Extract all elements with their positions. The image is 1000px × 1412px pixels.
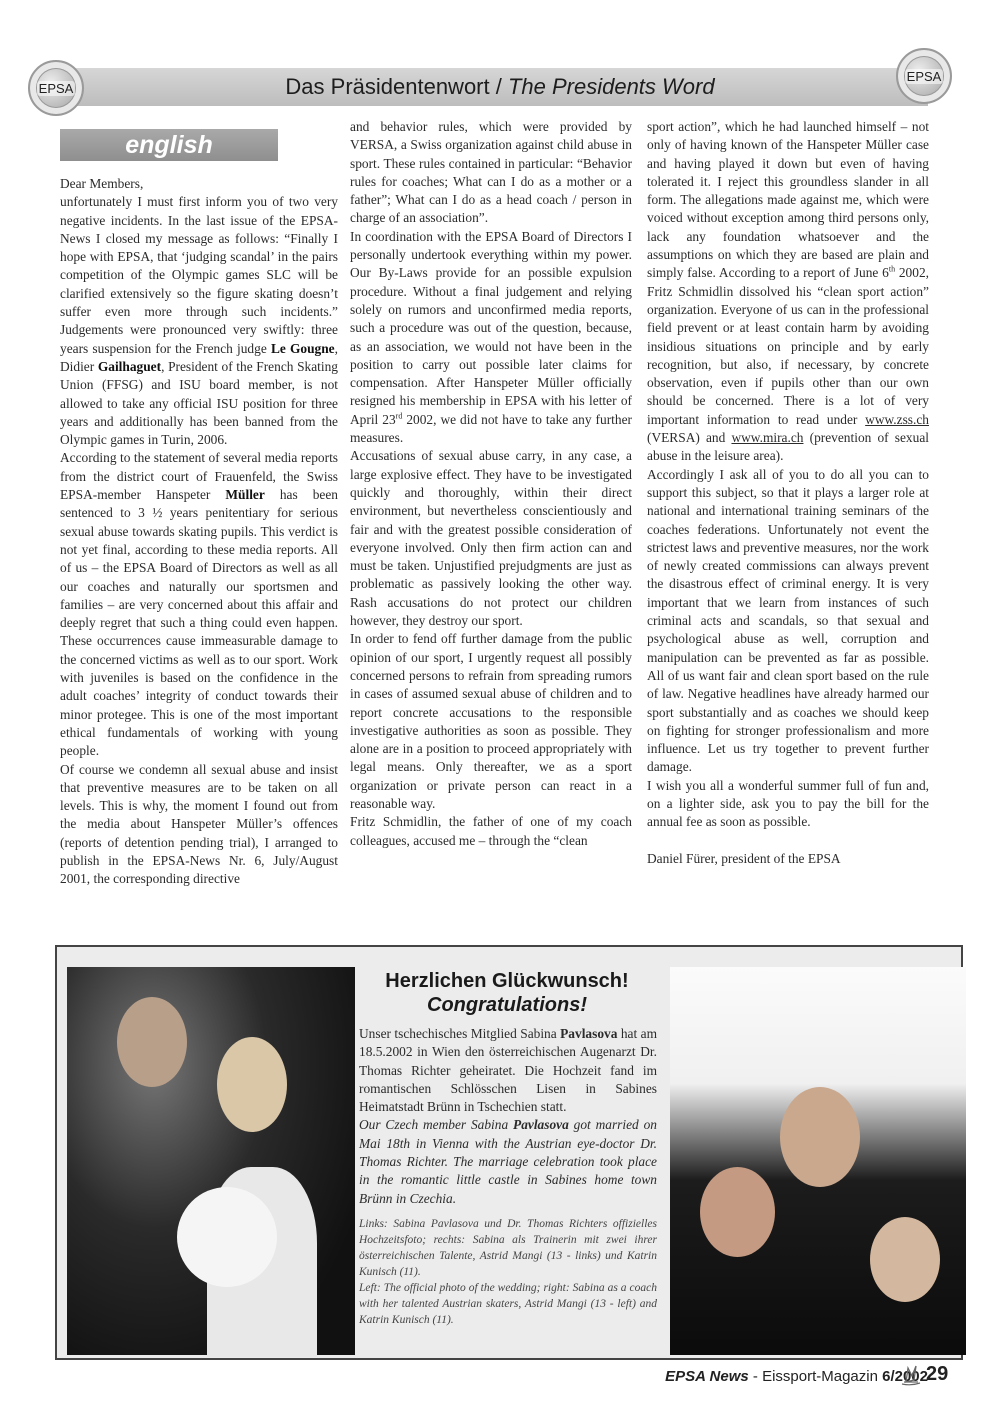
caption-german: Links: Sabina Pavlasova und Dr. Thomas Richters offizielles Hochzeitsfoto; rechts: Sabina als Trainerin mit zwei ihrer österreichischen Talente, Astrid Mangi (13 - links) und Katrin Kunisch (11).	[359, 1217, 657, 1278]
english-paragraph: Our Czech member Sabina Pavlasova got married on Mai 18th in Vienna with the Austrian eye-doctor Dr. Thomas Richter. The marriage celebration took place in the romantic little castle in Sabines home town Brünn in Czechia.	[359, 1117, 657, 1206]
paragraph: In coordination with the EPSA Board of Directors I personally undertook everything within my power. Our By-Laws provide for an possible expulsion procedure. Without a final judgement and relying solely on rumors and unconfirmed media reports, such a procedure was out of the question, because, as an association, we would not have been in the position to carry out possible later claims for compensation. After Hanspeter Müller officially resigned his membership in EPSA with his letter of April 23rd 2002, we did not have to take any further measures.	[350, 228, 632, 446]
link-zss[interactable]: www.zss.ch	[865, 411, 929, 427]
logo-text: EPSA	[38, 80, 74, 96]
coach-face-shape	[780, 1087, 860, 1187]
bride-face-shape	[217, 1037, 287, 1132]
groom-face-shape	[117, 997, 187, 1087]
superscript: rd	[395, 411, 403, 421]
language-banner: english	[60, 129, 278, 161]
signature: Daniel Fürer, president of the EPSA	[647, 850, 841, 866]
girl-left-face-shape	[700, 1167, 775, 1257]
coach-with-skaters-photo	[670, 967, 966, 1355]
footer-brand: EPSA News	[665, 1368, 749, 1385]
title-english: The Presidents Word	[507, 74, 715, 99]
paragraph: Fritz Schmidlin, the father of one of my coach colleagues, accused me – through the “clean	[350, 814, 632, 848]
paragraph: Accordingly I ask all of you to do all you can to support this subject, so that it plays a larger role at national and international training seminars of the coaches federations. Unfortunately not event the strictest laws and preventive measures, nor the work of newly created commissions can always prevent the disastrous effect of criminal energy. It is very important that we learn from instances of such criminal acts and scandals, so that sexual and psychological abuse as well, corruption and manipulation can be prevented as far as possible. All of us want fair and clean sport based on the rule of law. Negative headlines have already harmed our sport substantially and as coaches we should keep on fighting for stronger professionalism and more influence. Let us try together to prevent further damage.	[647, 466, 929, 775]
article-column-3	[647, 118, 929, 868]
girl-right-face-shape	[870, 1217, 940, 1302]
german-paragraph: Unser tschechisches Mitglied Sabina Pavlasova hat am 18.5.2002 in Wien den österreichischen Augenarzt Dr. Thomas Richter geheiratet. Die Hochzeit fand im romantischen Schlösschen Lisen in Sabines Heimatstadt Brünn in Tschechien statt.	[359, 1026, 657, 1115]
bold-name: Le Gougne	[270, 340, 335, 356]
paragraph: Accusations of sexual abuse carry, in any case, a large explosive effect. They have to be investigated quickly and thoroughly, within their direct environment, but nevertheless conscientiously and fair and with the greatest possible consideration of everyone involved. Only then firm action can and must be taken. Unjustified prejudgments are just as problematic as passively looking the other way. Rash accusations do not protect our children however, they destroy our sport.	[350, 448, 632, 629]
page-title	[0, 74, 1000, 100]
congrats-title-german: Herzlichen Glückwunsch!	[385, 970, 629, 992]
congrats-title-english: Congratulations!	[427, 994, 587, 1016]
congratulations-text	[357, 969, 657, 1328]
paragraph: sport action”, which he had launched himself – not only of having known of the Hanspeter Müller case and having played it down but even of having tolerated it. I reject this groundless slander in all form. The allegations made against me, which were voiced without exception among third persons only, lack any foundation whatsoever and the assumptions on which they are based are plain and simply false. According to a report of June 6th 2002, Fritz Schmidlin dissolved his “clean sport action” organization. Everyone of us can in the professional field prevent or at least contain harm by avoiding insidious situations on principle and by early recognition, but also, if necessary, by concrete observation, even if pupils other than our own should be concerned. There is a lot of very important information to read under www.zss.ch (VERSA) and www.mira.ch (prevention of sexual abuse in the leisure area).	[647, 119, 929, 464]
paragraph: In order to fend off further damage from the public opinion of our sport, I urgently request all possibly concerned persons to refrain from spreading rumors in cases of assumed sexual abuse of children and to report concrete accusations to the responsible investigative authorities as soon as possible. They alone are in a position to proceed appropriately with legal means. Only thereafter, we as a sport organization or private person can react in a reasonable way.	[350, 631, 632, 811]
title-german: Das Präsidentenwort /	[285, 74, 508, 99]
article-column-2	[350, 118, 632, 850]
superscript: th	[888, 264, 896, 274]
bouquet-shape	[177, 1187, 277, 1287]
paragraph: I wish you all a wonderful summer full of fun and, on a lighter side, ask you to pay the bill for the annual fee as soon as possible.	[647, 777, 929, 830]
congratulations-box	[55, 945, 963, 1360]
paragraph: unfortunately I must first inform you of two very negative incidents. In the last issue of the EPSA-News I closed my message as follows: “Finally I hope with EPSA, that ‘judging scandal’ in the pairs competition of the Olympic games SLC will be clarified extensively so the figure skating doesn’t suffer even more through such incidents.” Judgements were pronounced very swiftly: three years suspension for the French judge Le Gougne, Didier Gailhaguet, President of the French Skating Union (FFSG) and ISU board member, is not allowed to take any official ISU position for three years and additionally has been banned from the Olympic games in Turin, 2006.	[60, 194, 338, 448]
logo-text: EPSA	[906, 68, 942, 84]
salutation: Dear Members,	[60, 176, 144, 191]
bold-name: Gailhaguet	[97, 358, 162, 374]
footer-magazine: Eissport-Magazin	[762, 1368, 883, 1385]
footer-issue: 6/2002	[882, 1368, 928, 1385]
article-column-1	[60, 175, 338, 889]
paragraph: and behavior rules, which were provided by VERSA, a Swiss organization against child abuse in sport. These rules contained in particular: “Behavior rules for coaches; What can I do as a mother or a father”; What can I do as a head coach / person in charge of an association”.	[350, 119, 632, 226]
skate-icon	[900, 1362, 922, 1386]
link-mira[interactable]: www.mira.ch	[731, 430, 804, 446]
congrats-body	[357, 1025, 657, 1328]
bold-name: Müller	[225, 487, 265, 503]
paragraph: According to the statement of several media reports from the district court of Frauenfeld, the Swiss EPSA-member Hanspeter Müller has been sentenced to 3 ½ years penitentiary for serious sexual abuse towards skating pupils. This verdict is not yet final, according to these media reports. All of us – the EPSA Board of Directors as well as all our coaches and naturally our sportsmen and families – are very concerned about this affair and deeply regret that such a thing could even happen. These occurrences cause immeasurable damage to the concerned victims as well as to our sport. Work with juveniles is based on the confidence in the adult coaches’ integrity of conduct towards their minor protegee. This is one of the most important ethical fundamentals of working with young people.	[60, 450, 338, 759]
caption-english: Left: The official photo of the wedding; right: Sabina as a coach with her talented Austrian skaters, Astrid Mangi (13 - left) and Katrin Kunisch (11).	[359, 1281, 657, 1326]
page-footer: EPSA News - Eissport-Magazin 6/2002	[665, 1368, 928, 1385]
paragraph: Of course we condemn all sexual abuse and insist that preventive measures are to be taken on all levels. This is why, the moment I found out from the media about Hanspeter Müller’s offences (reports of detention pending trial), I arranged to publish in the EPSA-News Nr. 6, July/August 2001, the corresponding directive	[60, 761, 338, 887]
wedding-photo	[67, 967, 355, 1355]
page-number: 29	[926, 1363, 949, 1385]
